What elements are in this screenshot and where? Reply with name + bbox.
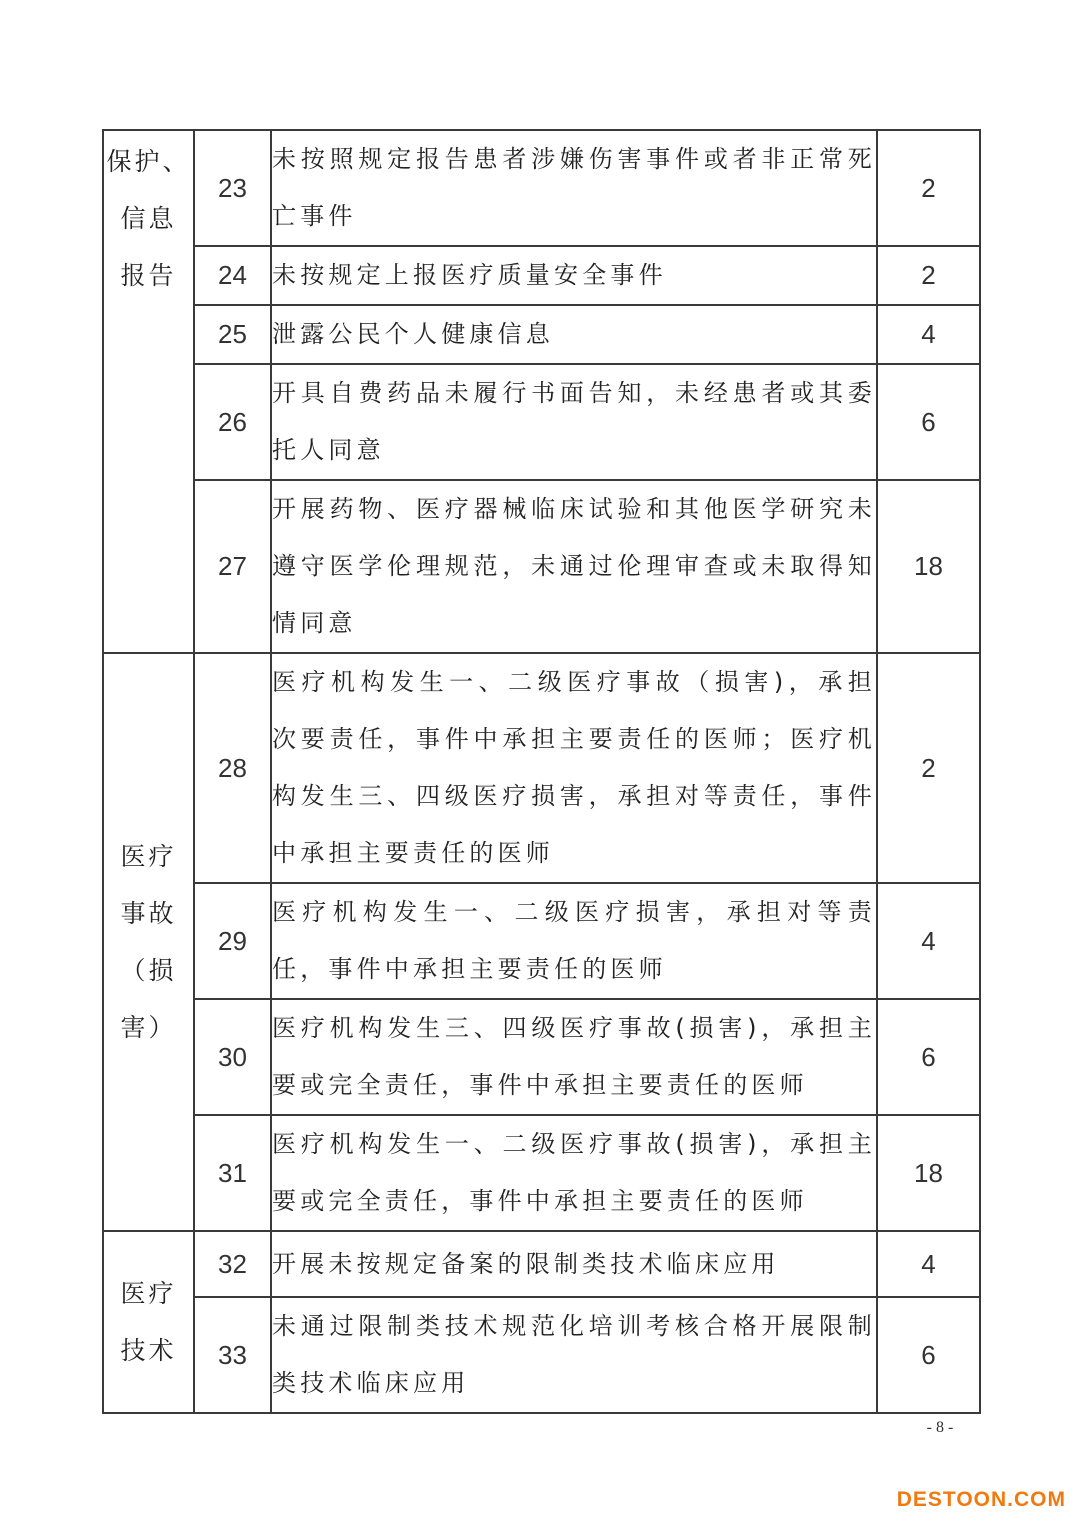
item-number: 27 (194, 480, 271, 653)
table-row (103, 305, 980, 364)
table-row (103, 1115, 980, 1231)
table-row (103, 883, 980, 999)
item-score: 4 (877, 883, 980, 999)
item-number: 23 (194, 130, 271, 246)
violation-score-table (102, 129, 981, 1414)
item-score: 18 (877, 1115, 980, 1231)
item-description: 泄露公民个人健康信息 (271, 305, 877, 364)
table-row (103, 364, 980, 480)
table-row (103, 1297, 980, 1413)
item-description: 医疗机构发生一、二级医疗损害，承担对等责任，事件中承担主要责任的医师 (271, 883, 877, 999)
item-score: 6 (877, 1297, 980, 1413)
watermark: DESTOON.COM (896, 1488, 1066, 1511)
table-row (103, 130, 980, 246)
item-number: 32 (194, 1231, 271, 1297)
item-number: 33 (194, 1297, 271, 1413)
item-number: 29 (194, 883, 271, 999)
category-technology-cell (103, 1231, 194, 1413)
table-row (103, 653, 980, 883)
item-number: 24 (194, 246, 271, 305)
item-number: 26 (194, 364, 271, 480)
page-number: - 8 - (926, 1419, 954, 1436)
item-description: 未按照规定报告患者涉嫌伤害事件或者非正常死亡事件 (271, 130, 877, 246)
item-description: 开具自费药品未履行书面告知，未经患者或其委托人同意 (271, 364, 877, 480)
item-score: 2 (877, 246, 980, 305)
category-protection-cell (103, 130, 194, 653)
item-score: 2 (877, 653, 980, 883)
item-description: 医疗机构发生一、二级医疗事故(损害)，承担主要或完全责任，事件中承担主要责任的医师 (271, 1115, 877, 1231)
category-line: 事故 (120, 899, 177, 928)
category-line: （损 (120, 956, 177, 985)
item-description: 未按规定上报医疗质量安全事件 (271, 246, 877, 305)
item-score: 6 (877, 364, 980, 480)
item-description: 开展药物、医疗器械临床试验和其他医学研究未遵守医学伦理规范，未通过伦理审查或未取得知情同意 (271, 480, 877, 653)
category-accident-cell (103, 653, 194, 1231)
category-line: 保护、 (106, 147, 191, 176)
item-score: 6 (877, 999, 980, 1115)
item-score: 4 (877, 1231, 980, 1297)
item-description: 开展未按规定备案的限制类技术临床应用 (271, 1231, 877, 1297)
category-line: 害） (120, 1013, 177, 1042)
item-description: 医疗机构发生三、四级医疗事故(损害)，承担主要或完全责任，事件中承担主要责任的医师 (271, 999, 877, 1115)
table-row (103, 999, 980, 1115)
item-number: 31 (194, 1115, 271, 1231)
category-line: 医疗 (120, 842, 177, 871)
item-score: 2 (877, 130, 980, 246)
category-line: 信息 (120, 204, 177, 233)
item-number: 28 (194, 653, 271, 883)
item-number: 25 (194, 305, 271, 364)
table-row (103, 480, 980, 653)
item-description: 未通过限制类技术规范化培训考核合格开展限制类技术临床应用 (271, 1297, 877, 1413)
item-score: 4 (877, 305, 980, 364)
item-number: 30 (194, 999, 271, 1115)
table-row (103, 246, 980, 305)
table-row (103, 1231, 980, 1297)
item-description: 医疗机构发生一、二级医疗事故（损害)，承担次要责任，事件中承担主要责任的医师；医疗机构发生三、四级医疗损害，承担对等责任，事件中承担主要责任的医师 (271, 653, 877, 883)
category-line: 技术 (120, 1336, 177, 1365)
item-score: 18 (877, 480, 980, 653)
category-line: 医疗 (120, 1279, 177, 1308)
category-line: 报告 (120, 261, 177, 290)
